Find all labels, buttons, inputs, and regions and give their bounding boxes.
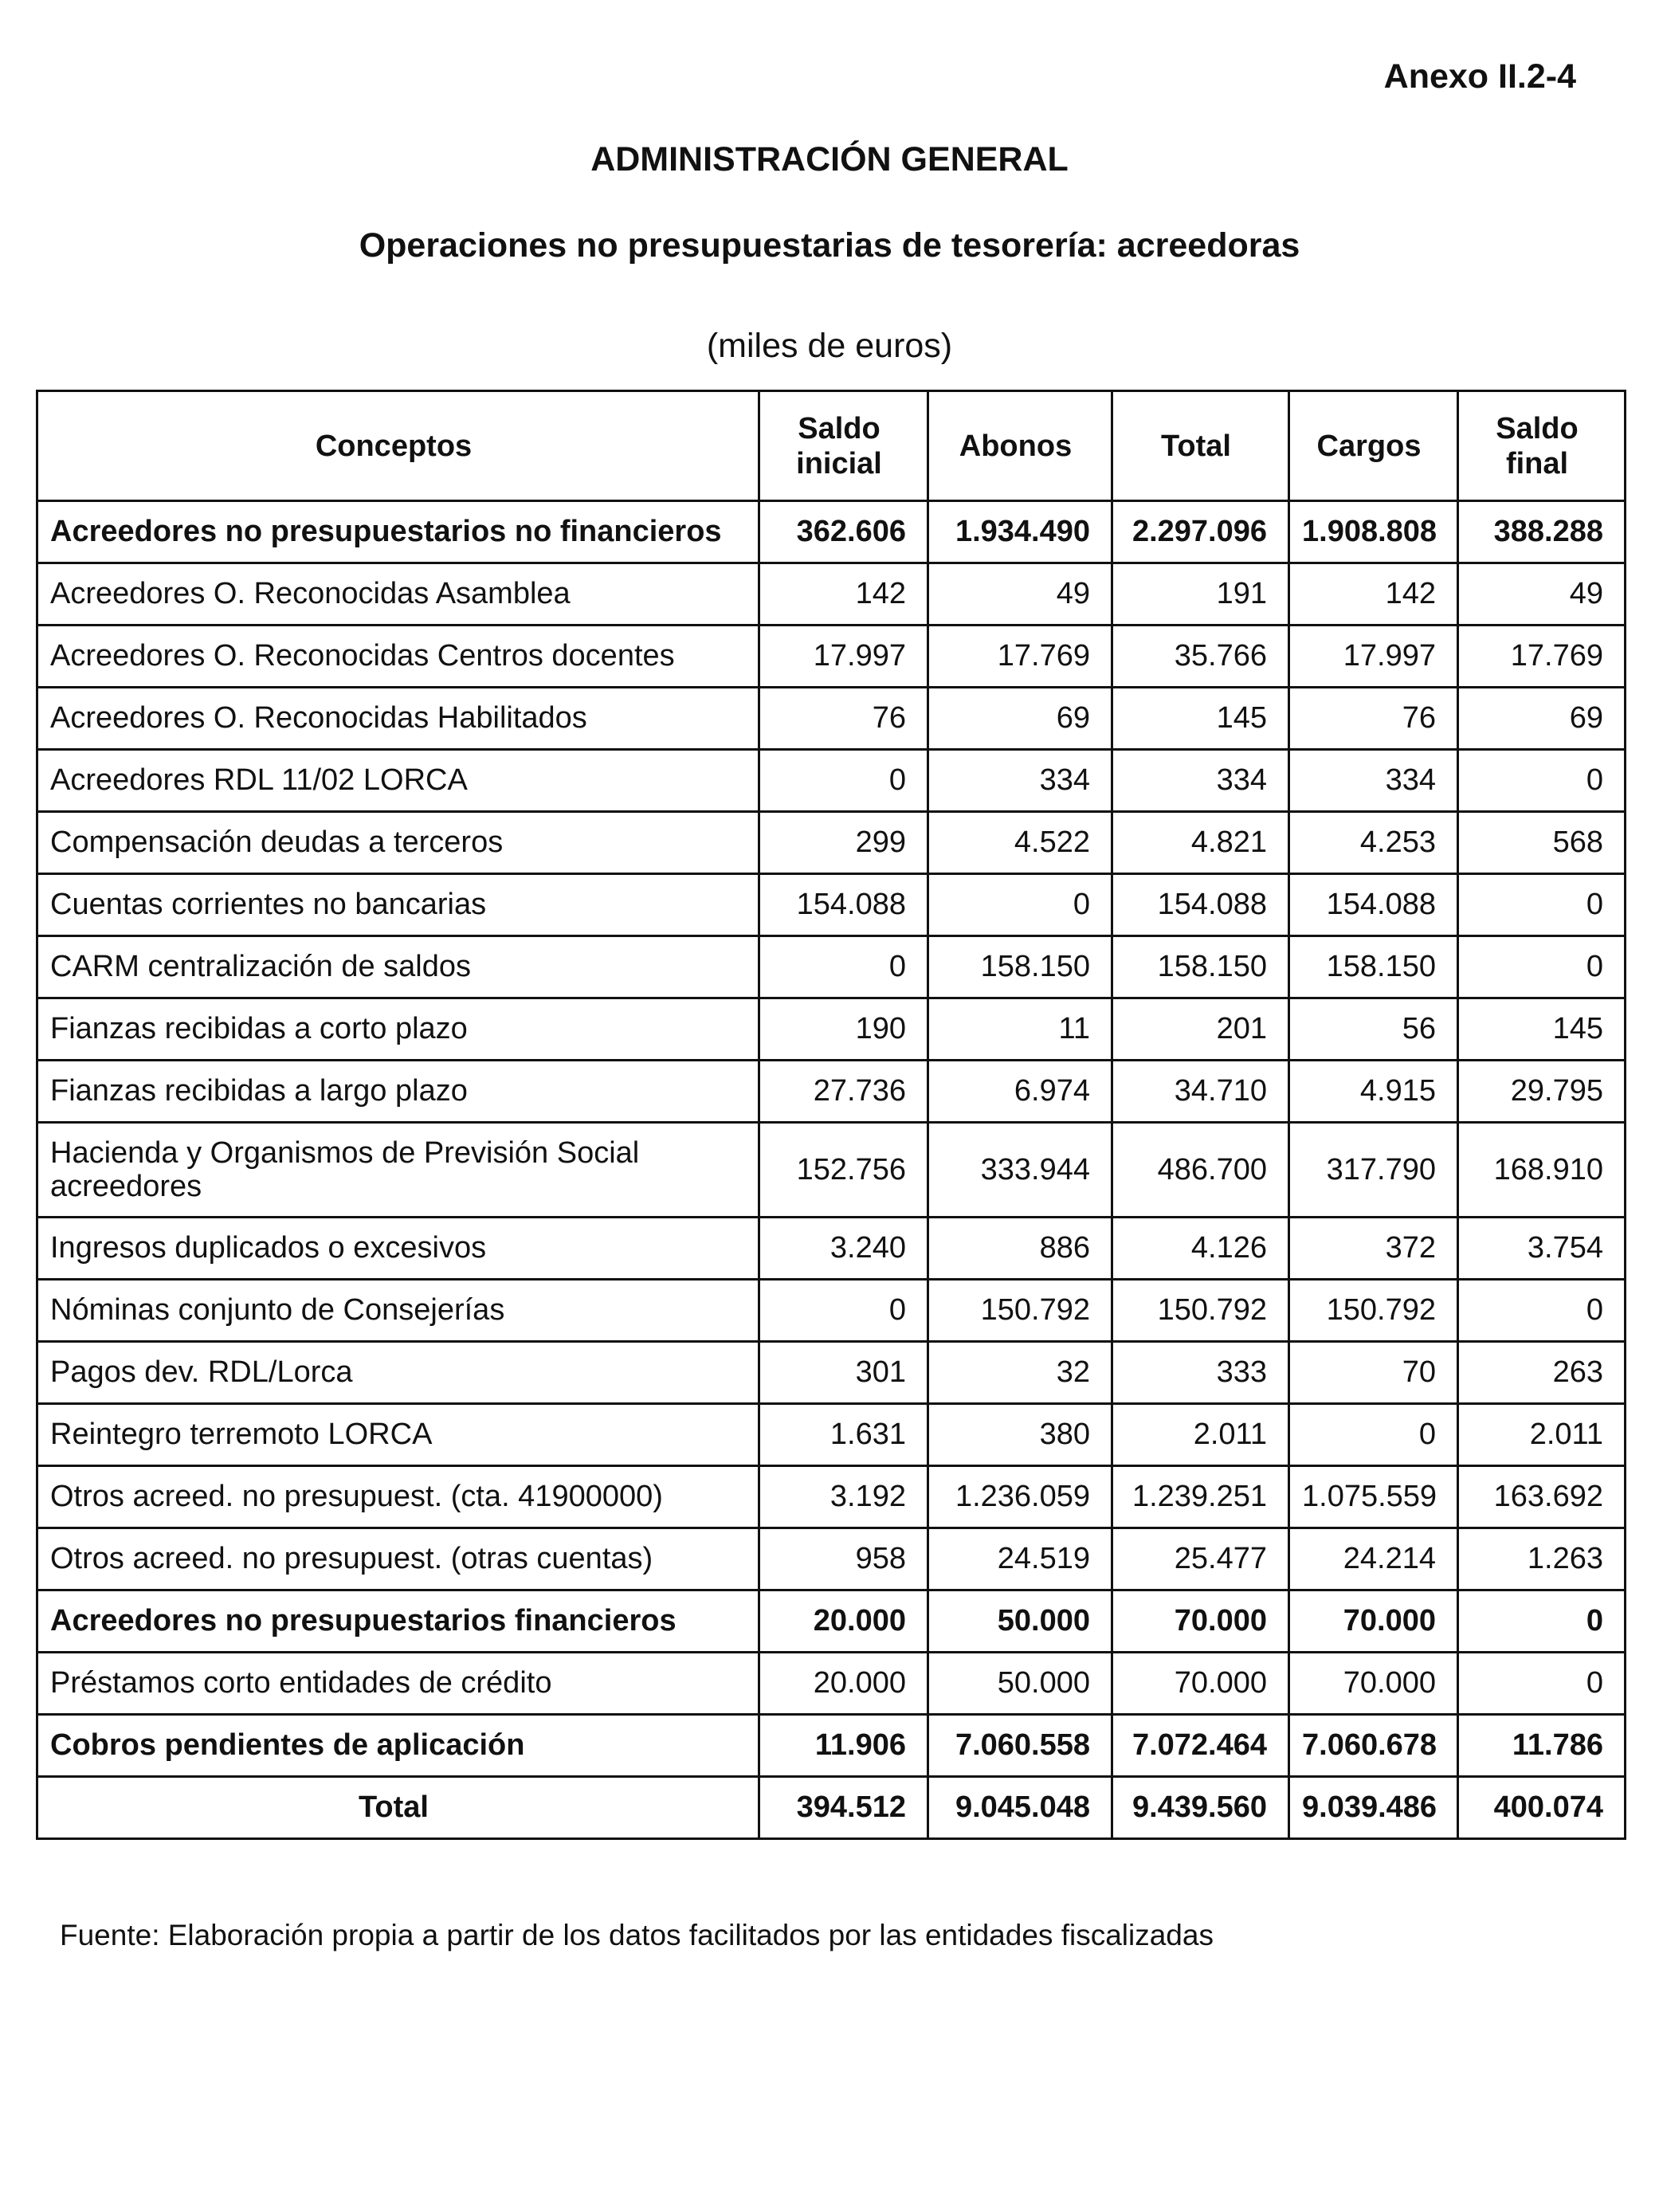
saldo-inicial-cell: 0 bbox=[759, 1280, 928, 1342]
concept-cell: Acreedores O. Reconocidas Habilitados bbox=[37, 688, 759, 750]
saldo-inicial-cell: 1.631 bbox=[759, 1404, 928, 1466]
total-cell: 333 bbox=[1112, 1342, 1289, 1404]
cargos-cell: 70.000 bbox=[1289, 1590, 1458, 1653]
saldo-inicial-cell: 3.192 bbox=[759, 1466, 928, 1528]
total-cell: 70.000 bbox=[1112, 1590, 1289, 1653]
abonos-cell: 24.519 bbox=[928, 1528, 1112, 1590]
table-row bbox=[37, 688, 1626, 750]
table-row bbox=[37, 1061, 1626, 1123]
saldo-final-cell: 11.786 bbox=[1458, 1715, 1626, 1777]
table-row bbox=[37, 1528, 1626, 1590]
total-cell: 9.439.560 bbox=[1112, 1777, 1289, 1839]
concept-cell: Acreedores O. Reconocidas Asamblea bbox=[37, 563, 759, 626]
saldo-inicial-cell: 20.000 bbox=[759, 1653, 928, 1715]
table-row bbox=[37, 1280, 1626, 1342]
saldo-inicial-cell: 27.736 bbox=[759, 1061, 928, 1123]
total-cell: 34.710 bbox=[1112, 1061, 1289, 1123]
cargos-cell: 1.908.808 bbox=[1289, 501, 1458, 563]
table-body bbox=[37, 501, 1626, 1839]
abonos-cell: 1.236.059 bbox=[928, 1466, 1112, 1528]
saldo-inicial-cell: 301 bbox=[759, 1342, 928, 1404]
table-row bbox=[37, 1590, 1626, 1653]
saldo-final-cell: 145 bbox=[1458, 998, 1626, 1061]
table-row bbox=[37, 1404, 1626, 1466]
cargos-cell: 7.060.678 bbox=[1289, 1715, 1458, 1777]
saldo-final-cell: 0 bbox=[1458, 1653, 1626, 1715]
cargos-cell: 158.150 bbox=[1289, 936, 1458, 998]
total-cell: 70.000 bbox=[1112, 1653, 1289, 1715]
table-row bbox=[37, 936, 1626, 998]
abonos-cell: 50.000 bbox=[928, 1653, 1112, 1715]
total-row bbox=[37, 1777, 1626, 1839]
abonos-cell: 333.944 bbox=[928, 1123, 1112, 1218]
concept-cell: Acreedores no presupuestarios financieros bbox=[37, 1590, 759, 1653]
total-cell: 4.126 bbox=[1112, 1218, 1289, 1280]
cargos-cell: 56 bbox=[1289, 998, 1458, 1061]
table-row bbox=[37, 501, 1626, 563]
source-note: Fuente: Elaboración propia a partir de los datos facilitados por las entidades fiscalizadas bbox=[60, 1919, 1214, 1951]
cargos-cell: 1.075.559 bbox=[1289, 1466, 1458, 1528]
operations-table bbox=[36, 390, 1626, 1840]
saldo-final-cell: 263 bbox=[1458, 1342, 1626, 1404]
abonos-cell: 7.060.558 bbox=[928, 1715, 1112, 1777]
cargos-cell: 9.039.486 bbox=[1289, 1777, 1458, 1839]
col-header-saldo-final: Saldo final bbox=[1458, 391, 1626, 501]
abonos-cell: 17.769 bbox=[928, 626, 1112, 688]
table-row bbox=[37, 1653, 1626, 1715]
abonos-cell: 49 bbox=[928, 563, 1112, 626]
saldo-final-cell: 168.910 bbox=[1458, 1123, 1626, 1218]
total-cell: 154.088 bbox=[1112, 874, 1289, 936]
saldo-final-cell: 0 bbox=[1458, 936, 1626, 998]
abonos-cell: 32 bbox=[928, 1342, 1112, 1404]
cargos-cell: 317.790 bbox=[1289, 1123, 1458, 1218]
total-cell: 25.477 bbox=[1112, 1528, 1289, 1590]
saldo-final-cell: 49 bbox=[1458, 563, 1626, 626]
saldo-final-cell: 400.074 bbox=[1458, 1777, 1626, 1839]
concept-cell: Total bbox=[37, 1777, 759, 1839]
total-cell: 145 bbox=[1112, 688, 1289, 750]
saldo-inicial-cell: 76 bbox=[759, 688, 928, 750]
saldo-final-cell: 17.769 bbox=[1458, 626, 1626, 688]
saldo-inicial-cell: 362.606 bbox=[759, 501, 928, 563]
saldo-inicial-cell: 299 bbox=[759, 812, 928, 874]
table-row bbox=[37, 563, 1626, 626]
total-cell: 2.011 bbox=[1112, 1404, 1289, 1466]
table-row bbox=[37, 1342, 1626, 1404]
concept-cell: Reintegro terremoto LORCA bbox=[37, 1404, 759, 1466]
concept-cell: CARM centralización de saldos bbox=[37, 936, 759, 998]
total-cell: 4.821 bbox=[1112, 812, 1289, 874]
saldo-final-cell: 388.288 bbox=[1458, 501, 1626, 563]
concept-cell: Nóminas conjunto de Consejerías bbox=[37, 1280, 759, 1342]
concept-cell: Cuentas corrientes no bancarias bbox=[37, 874, 759, 936]
concept-cell: Ingresos duplicados o excesivos bbox=[37, 1218, 759, 1280]
concept-cell: Préstamos corto entidades de crédito bbox=[37, 1653, 759, 1715]
table-row bbox=[37, 874, 1626, 936]
cargos-cell: 24.214 bbox=[1289, 1528, 1458, 1590]
table-row bbox=[37, 1123, 1626, 1218]
cargos-cell: 4.253 bbox=[1289, 812, 1458, 874]
abonos-cell: 158.150 bbox=[928, 936, 1112, 998]
saldo-inicial-cell: 17.997 bbox=[759, 626, 928, 688]
col-header-cargos: Cargos bbox=[1289, 391, 1458, 501]
table-row bbox=[37, 1466, 1626, 1528]
table-header-row bbox=[37, 391, 1626, 501]
total-cell: 1.239.251 bbox=[1112, 1466, 1289, 1528]
saldo-inicial-cell: 11.906 bbox=[759, 1715, 928, 1777]
cargos-cell: 17.997 bbox=[1289, 626, 1458, 688]
abonos-cell: 4.522 bbox=[928, 812, 1112, 874]
abonos-cell: 0 bbox=[928, 874, 1112, 936]
cargos-cell: 4.915 bbox=[1289, 1061, 1458, 1123]
saldo-final-cell: 1.263 bbox=[1458, 1528, 1626, 1590]
concept-cell: Hacienda y Organismos de Previsión Social acreedores bbox=[37, 1123, 759, 1218]
col-header-conceptos: Conceptos bbox=[37, 391, 759, 501]
saldo-final-cell: 568 bbox=[1458, 812, 1626, 874]
page-subtitle: Operaciones no presupuestarias de tesorería: acreedoras bbox=[359, 226, 1300, 265]
concept-cell: Fianzas recibidas a largo plazo bbox=[37, 1061, 759, 1123]
total-cell: 150.792 bbox=[1112, 1280, 1289, 1342]
saldo-final-cell: 0 bbox=[1458, 874, 1626, 936]
concept-cell: Compensación deudas a terceros bbox=[37, 812, 759, 874]
cargos-cell: 70 bbox=[1289, 1342, 1458, 1404]
total-cell: 201 bbox=[1112, 998, 1289, 1061]
table-row bbox=[37, 626, 1626, 688]
concept-cell: Cobros pendientes de aplicación bbox=[37, 1715, 759, 1777]
saldo-inicial-cell: 142 bbox=[759, 563, 928, 626]
abonos-cell: 334 bbox=[928, 750, 1112, 812]
saldo-final-cell: 2.011 bbox=[1458, 1404, 1626, 1466]
concept-cell: Otros acreed. no presupuest. (otras cuentas) bbox=[37, 1528, 759, 1590]
saldo-inicial-cell: 3.240 bbox=[759, 1218, 928, 1280]
page-title: ADMINISTRACIÓN GENERAL bbox=[590, 140, 1069, 178]
table-row bbox=[37, 998, 1626, 1061]
abonos-cell: 69 bbox=[928, 688, 1112, 750]
cargos-cell: 76 bbox=[1289, 688, 1458, 750]
total-cell: 158.150 bbox=[1112, 936, 1289, 998]
saldo-inicial-cell: 152.756 bbox=[759, 1123, 928, 1218]
cargos-cell: 334 bbox=[1289, 750, 1458, 812]
saldo-final-cell: 0 bbox=[1458, 1280, 1626, 1342]
cargos-cell: 142 bbox=[1289, 563, 1458, 626]
table-row bbox=[37, 1715, 1626, 1777]
saldo-inicial-cell: 154.088 bbox=[759, 874, 928, 936]
cargos-cell: 70.000 bbox=[1289, 1653, 1458, 1715]
saldo-final-cell: 29.795 bbox=[1458, 1061, 1626, 1123]
total-cell: 191 bbox=[1112, 563, 1289, 626]
concept-cell: Acreedores no presupuestarios no financieros bbox=[37, 501, 759, 563]
concept-cell: Fianzas recibidas a corto plazo bbox=[37, 998, 759, 1061]
saldo-inicial-cell: 958 bbox=[759, 1528, 928, 1590]
saldo-final-cell: 0 bbox=[1458, 1590, 1626, 1653]
abonos-cell: 380 bbox=[928, 1404, 1112, 1466]
concept-cell: Acreedores O. Reconocidas Centros docentes bbox=[37, 626, 759, 688]
col-header-saldo-inicial: Saldo inicial bbox=[759, 391, 928, 501]
saldo-final-cell: 0 bbox=[1458, 750, 1626, 812]
concept-cell: Acreedores RDL 11/02 LORCA bbox=[37, 750, 759, 812]
saldo-inicial-cell: 20.000 bbox=[759, 1590, 928, 1653]
abonos-cell: 6.974 bbox=[928, 1061, 1112, 1123]
saldo-inicial-cell: 0 bbox=[759, 936, 928, 998]
abonos-cell: 9.045.048 bbox=[928, 1777, 1112, 1839]
total-cell: 35.766 bbox=[1112, 626, 1289, 688]
col-header-total: Total bbox=[1112, 391, 1289, 501]
concept-cell: Otros acreed. no presupuest. (cta. 41900000) bbox=[37, 1466, 759, 1528]
cargos-cell: 0 bbox=[1289, 1404, 1458, 1466]
cargos-cell: 150.792 bbox=[1289, 1280, 1458, 1342]
table-row bbox=[37, 750, 1626, 812]
units-note: (miles de euros) bbox=[706, 327, 953, 365]
table-row bbox=[37, 1218, 1626, 1280]
saldo-final-cell: 69 bbox=[1458, 688, 1626, 750]
abonos-cell: 886 bbox=[928, 1218, 1112, 1280]
concept-cell: Pagos dev. RDL/Lorca bbox=[37, 1342, 759, 1404]
total-cell: 2.297.096 bbox=[1112, 501, 1289, 563]
abonos-cell: 11 bbox=[928, 998, 1112, 1061]
saldo-inicial-cell: 190 bbox=[759, 998, 928, 1061]
annex-label: Anexo II.2-4 bbox=[1383, 57, 1576, 96]
saldo-final-cell: 3.754 bbox=[1458, 1218, 1626, 1280]
abonos-cell: 1.934.490 bbox=[928, 501, 1112, 563]
total-cell: 334 bbox=[1112, 750, 1289, 812]
saldo-inicial-cell: 0 bbox=[759, 750, 928, 812]
cargos-cell: 154.088 bbox=[1289, 874, 1458, 936]
table-row bbox=[37, 812, 1626, 874]
total-cell: 486.700 bbox=[1112, 1123, 1289, 1218]
saldo-inicial-cell: 394.512 bbox=[759, 1777, 928, 1839]
cargos-cell: 372 bbox=[1289, 1218, 1458, 1280]
total-cell: 7.072.464 bbox=[1112, 1715, 1289, 1777]
abonos-cell: 50.000 bbox=[928, 1590, 1112, 1653]
col-header-abonos: Abonos bbox=[928, 391, 1112, 501]
abonos-cell: 150.792 bbox=[928, 1280, 1112, 1342]
saldo-final-cell: 163.692 bbox=[1458, 1466, 1626, 1528]
